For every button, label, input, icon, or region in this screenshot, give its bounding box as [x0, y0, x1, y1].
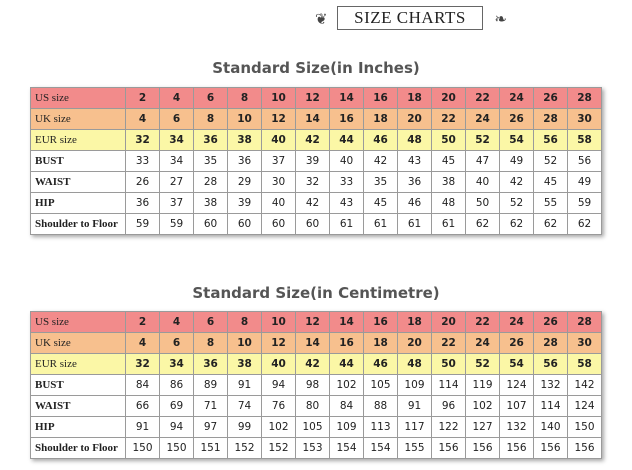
table-cell: 16 [364, 88, 398, 109]
table-cell: 42 [296, 193, 330, 214]
table-cell: 91 [398, 396, 432, 417]
table-cell: 102 [262, 417, 296, 438]
table-row [31, 109, 602, 130]
row-label: Shoulder to Floor [31, 214, 126, 235]
table-cell: 84 [126, 375, 160, 396]
table-cell: 18 [398, 88, 432, 109]
table-cell: 14 [330, 312, 364, 333]
table-cell: 14 [330, 88, 364, 109]
table-cell: 39 [296, 151, 330, 172]
table-cell: 52 [534, 151, 568, 172]
table-cell: 105 [364, 375, 398, 396]
table-cell: 151 [194, 438, 228, 459]
table-cell: 107 [500, 396, 534, 417]
table-cell: 97 [194, 417, 228, 438]
table-cell: 6 [194, 312, 228, 333]
table-cell: 154 [330, 438, 364, 459]
table-cell: 80 [296, 396, 330, 417]
table-cell: 52 [466, 130, 500, 151]
table-cell: 12 [296, 88, 330, 109]
table-cell: 69 [160, 396, 194, 417]
table-cell: 114 [432, 375, 466, 396]
table-cell: 54 [500, 354, 534, 375]
row-label: WAIST [31, 172, 126, 193]
table-row [31, 214, 602, 235]
table-cell: 28 [568, 88, 602, 109]
table-cell: 20 [432, 88, 466, 109]
table-cell: 8 [228, 312, 262, 333]
table-cell: 61 [364, 214, 398, 235]
table-cell: 86 [160, 375, 194, 396]
table-cell: 6 [194, 88, 228, 109]
table-cell: 32 [126, 354, 160, 375]
table-cell: 124 [568, 396, 602, 417]
table-cell: 155 [398, 438, 432, 459]
table-cell: 96 [432, 396, 466, 417]
table-cell: 18 [364, 109, 398, 130]
inches-size-table [30, 87, 602, 235]
table-cell: 89 [194, 375, 228, 396]
table-cell: 117 [398, 417, 432, 438]
table-cell: 102 [330, 375, 364, 396]
table-cell: 142 [568, 375, 602, 396]
table-cell: 12 [262, 333, 296, 354]
table-row [31, 312, 602, 333]
table-cell: 24 [500, 88, 534, 109]
table-cell: 152 [262, 438, 296, 459]
table-row [31, 88, 602, 109]
table-cell: 4 [160, 312, 194, 333]
table-cell: 12 [296, 312, 330, 333]
table-cell: 49 [500, 151, 534, 172]
table-row [31, 375, 602, 396]
row-label: BUST [31, 375, 126, 396]
table-cell: 36 [194, 130, 228, 151]
table-cell: 20 [432, 312, 466, 333]
table-cell: 34 [160, 354, 194, 375]
table-cell: 49 [568, 172, 602, 193]
table-cell: 43 [398, 151, 432, 172]
table-cell: 47 [466, 151, 500, 172]
table-cell: 150 [568, 417, 602, 438]
table-cell: 32 [296, 172, 330, 193]
table-cell: 28 [568, 312, 602, 333]
table-cell: 38 [432, 172, 466, 193]
fleuron-right-icon: ❧ [494, 10, 507, 28]
table-cell: 132 [534, 375, 568, 396]
table-cell: 105 [296, 417, 330, 438]
table-row [31, 130, 602, 151]
table-cell: 66 [126, 396, 160, 417]
table-cell: 61 [432, 214, 466, 235]
table-cell: 33 [126, 151, 160, 172]
table-cell: 40 [466, 172, 500, 193]
table-cell: 43 [330, 193, 364, 214]
table-cell: 2 [126, 312, 160, 333]
table-cell: 44 [330, 130, 364, 151]
row-label: UK size [31, 333, 126, 354]
row-label: EUR size [31, 130, 126, 151]
table-cell: 32 [126, 130, 160, 151]
table-cell: 2 [126, 88, 160, 109]
table-cell: 99 [228, 417, 262, 438]
table-cell: 30 [262, 172, 296, 193]
table-cell: 18 [364, 333, 398, 354]
table-cell: 91 [126, 417, 160, 438]
table-cell: 30 [568, 109, 602, 130]
inches-table-title: Standard Size(in Inches) [212, 59, 420, 77]
table-cell: 56 [568, 151, 602, 172]
table-cell: 140 [534, 417, 568, 438]
table-cell: 156 [568, 438, 602, 459]
table-cell: 8 [194, 333, 228, 354]
table-cell: 76 [262, 396, 296, 417]
table-cell: 42 [296, 354, 330, 375]
table-cell: 24 [466, 333, 500, 354]
table-cell: 59 [568, 193, 602, 214]
table-cell: 26 [500, 109, 534, 130]
table-cell: 10 [228, 333, 262, 354]
table-cell: 46 [364, 354, 398, 375]
table-cell: 54 [500, 130, 534, 151]
table-cell: 8 [228, 88, 262, 109]
table-cell: 30 [568, 333, 602, 354]
table-cell: 40 [262, 354, 296, 375]
table-cell: 28 [194, 172, 228, 193]
table-cell: 60 [228, 214, 262, 235]
table-row [31, 396, 602, 417]
table-cell: 88 [364, 396, 398, 417]
table-cell: 45 [364, 193, 398, 214]
row-label: US size [31, 312, 126, 333]
row-label: Shoulder to Floor [31, 438, 126, 459]
table-cell: 8 [194, 109, 228, 130]
row-label: HIP [31, 193, 126, 214]
table-cell: 122 [432, 417, 466, 438]
table-row [31, 417, 602, 438]
table-cell: 39 [228, 193, 262, 214]
table-cell: 60 [262, 214, 296, 235]
table-cell: 29 [228, 172, 262, 193]
table-cell: 58 [568, 354, 602, 375]
table-cell: 35 [194, 151, 228, 172]
table-cell: 16 [330, 333, 364, 354]
table-cell: 36 [398, 172, 432, 193]
table-cell: 40 [262, 130, 296, 151]
table-cell: 56 [534, 354, 568, 375]
table-cell: 38 [194, 193, 228, 214]
table-cell: 102 [466, 396, 500, 417]
table-cell: 152 [228, 438, 262, 459]
table-cell: 26 [534, 88, 568, 109]
table-cell: 4 [126, 333, 160, 354]
table-cell: 58 [568, 130, 602, 151]
table-cell: 154 [364, 438, 398, 459]
table-cell: 4 [126, 109, 160, 130]
table-cell: 71 [194, 396, 228, 417]
table-cell: 4 [160, 88, 194, 109]
table-row [31, 354, 602, 375]
table-cell: 114 [534, 396, 568, 417]
table-cell: 20 [398, 333, 432, 354]
table-cell: 50 [432, 130, 466, 151]
table-cell: 6 [160, 109, 194, 130]
table-cell: 124 [500, 375, 534, 396]
table-cell: 48 [398, 354, 432, 375]
table-cell: 40 [330, 151, 364, 172]
size-charts-banner [315, 5, 507, 33]
table-cell: 119 [466, 375, 500, 396]
table-cell: 22 [466, 312, 500, 333]
table-cell: 94 [262, 375, 296, 396]
table-cell: 26 [126, 172, 160, 193]
table-cell: 153 [296, 438, 330, 459]
table-cell: 10 [262, 312, 296, 333]
banner-title: SIZE CHARTS [337, 6, 483, 30]
table-cell: 61 [398, 214, 432, 235]
table-cell: 56 [534, 130, 568, 151]
table-cell: 52 [466, 354, 500, 375]
table-cell: 113 [364, 417, 398, 438]
table-row [31, 333, 602, 354]
table-cell: 40 [262, 193, 296, 214]
table-cell: 109 [330, 417, 364, 438]
table-cell: 60 [194, 214, 228, 235]
row-label: US size [31, 88, 126, 109]
row-label: HIP [31, 417, 126, 438]
table-cell: 26 [500, 333, 534, 354]
row-label: UK size [31, 109, 126, 130]
table-cell: 62 [534, 214, 568, 235]
table-cell: 42 [500, 172, 534, 193]
table-cell: 27 [160, 172, 194, 193]
table-cell: 62 [500, 214, 534, 235]
table-cell: 127 [466, 417, 500, 438]
table-row [31, 172, 602, 193]
table-cell: 156 [432, 438, 466, 459]
table-cell: 37 [160, 193, 194, 214]
table-cell: 28 [534, 333, 568, 354]
table-cell: 45 [534, 172, 568, 193]
table-cell: 150 [126, 438, 160, 459]
table-cell: 36 [228, 151, 262, 172]
table-cell: 10 [228, 109, 262, 130]
table-cell: 74 [228, 396, 262, 417]
table-cell: 150 [160, 438, 194, 459]
table-cell: 98 [296, 375, 330, 396]
table-cell: 33 [330, 172, 364, 193]
table-cell: 156 [534, 438, 568, 459]
table-cell: 46 [364, 130, 398, 151]
centimetre-table-title: Standard Size(in Centimetre) [192, 284, 440, 302]
table-cell: 109 [398, 375, 432, 396]
table-cell: 38 [228, 130, 262, 151]
table-cell: 34 [160, 151, 194, 172]
table-cell: 59 [126, 214, 160, 235]
table-row [31, 151, 602, 172]
table-cell: 35 [364, 172, 398, 193]
table-cell: 36 [194, 354, 228, 375]
table-cell: 22 [432, 333, 466, 354]
row-label: WAIST [31, 396, 126, 417]
table-cell: 91 [228, 375, 262, 396]
table-cell: 16 [330, 109, 364, 130]
table-cell: 26 [534, 312, 568, 333]
table-cell: 24 [500, 312, 534, 333]
table-cell: 48 [398, 130, 432, 151]
table-cell: 62 [466, 214, 500, 235]
table-cell: 42 [296, 130, 330, 151]
table-cell: 22 [432, 109, 466, 130]
row-label: BUST [31, 151, 126, 172]
table-cell: 20 [398, 109, 432, 130]
table-cell: 84 [330, 396, 364, 417]
table-cell: 62 [568, 214, 602, 235]
table-cell: 37 [262, 151, 296, 172]
fleuron-left-icon: ❦ [315, 10, 328, 28]
table-cell: 60 [296, 214, 330, 235]
table-cell: 94 [160, 417, 194, 438]
table-cell: 36 [126, 193, 160, 214]
table-cell: 22 [466, 88, 500, 109]
table-cell: 44 [330, 354, 364, 375]
row-label: EUR size [31, 354, 126, 375]
table-cell: 59 [160, 214, 194, 235]
table-cell: 156 [500, 438, 534, 459]
table-cell: 10 [262, 88, 296, 109]
table-cell: 50 [432, 354, 466, 375]
table-cell: 28 [534, 109, 568, 130]
table-row [31, 438, 602, 459]
table-cell: 61 [330, 214, 364, 235]
table-cell: 14 [296, 109, 330, 130]
table-cell: 24 [466, 109, 500, 130]
table-cell: 18 [398, 312, 432, 333]
table-cell: 55 [534, 193, 568, 214]
table-cell: 45 [432, 151, 466, 172]
table-cell: 50 [466, 193, 500, 214]
table-cell: 16 [364, 312, 398, 333]
table-cell: 46 [398, 193, 432, 214]
table-cell: 156 [466, 438, 500, 459]
table-cell: 12 [262, 109, 296, 130]
table-row [31, 193, 602, 214]
table-cell: 52 [500, 193, 534, 214]
table-cell: 42 [364, 151, 398, 172]
table-cell: 38 [228, 354, 262, 375]
table-cell: 48 [432, 193, 466, 214]
table-cell: 132 [500, 417, 534, 438]
table-cell: 6 [160, 333, 194, 354]
table-cell: 14 [296, 333, 330, 354]
table-cell: 34 [160, 130, 194, 151]
centimetre-size-table [30, 311, 602, 459]
